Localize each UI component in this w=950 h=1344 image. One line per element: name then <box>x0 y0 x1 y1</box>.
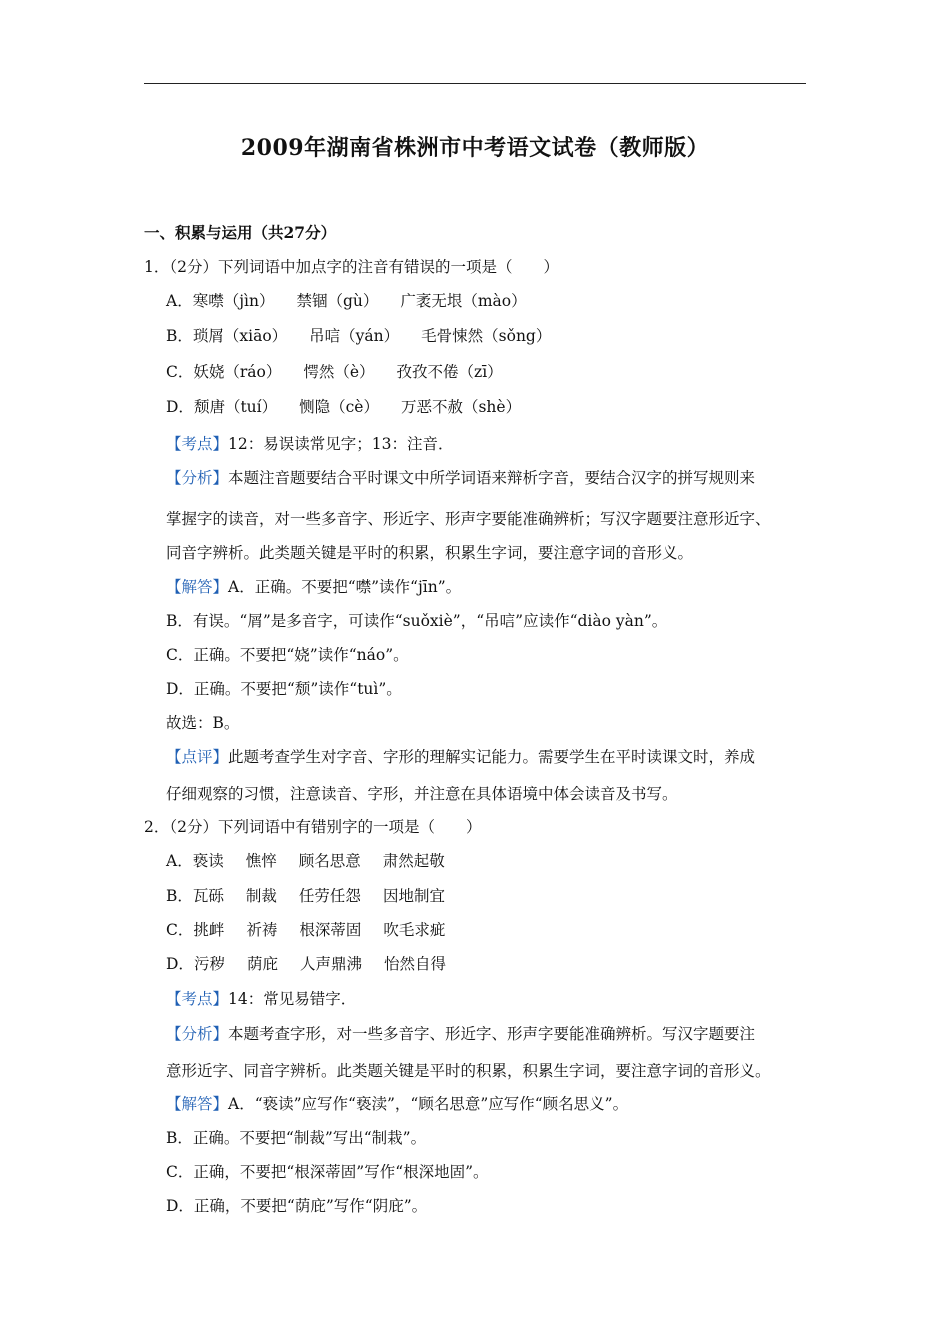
option-word: 根深蒂固 <box>299 921 362 939</box>
q1-fenxi-cont: 同音字辨析。此类题关键是平时的积累，积累生字词，要注意字词的音形义。 <box>166 544 694 562</box>
q1-stem: 1．（2分）下列词语中加点字的注音有错误的一项是（ ） <box>144 258 559 276</box>
dianping-text: 此题考查学生对字音、字形的理解实记能力。需要学生在平时读课文时，养成 <box>228 748 756 766</box>
q2-option-c <box>166 919 475 941</box>
option-word: 颓唐（tuí） <box>193 398 278 416</box>
option-label: C． <box>166 921 194 939</box>
kaodian-tag: 【考点】 <box>166 990 229 1008</box>
dianping-tag: 【点评】 <box>166 748 229 766</box>
section-heading: 一、积累与运用（共27分） <box>144 223 337 242</box>
q2-fenxi-cont: 意形近字、同音字辨析。此类题关键是平时的积累，积累生字词，要注意字词的音形义。 <box>166 1062 771 1080</box>
q1-kaodian <box>166 433 453 455</box>
option-word: 禁锢（gù） <box>296 292 379 310</box>
option-label: B． <box>166 327 193 345</box>
option-word: 肃然起敬 <box>382 852 445 870</box>
jieda-text: A．“亵读”应写作“亵渎”，“顾名思意”应写作“顾名思义”。 <box>228 1095 629 1113</box>
option-label: A． <box>166 292 193 310</box>
q2-jieda-d: D．正确，不要把“荫庇”写作“阴庇”。 <box>166 1197 428 1215</box>
q2-option-a <box>166 850 475 872</box>
option-word: 挑衅 <box>193 921 225 939</box>
option-word: 顾名思意 <box>298 852 361 870</box>
q2-stem: 2．（2分）下列词语中有错别字的一项是（ ） <box>144 818 482 836</box>
q1-fenxi-cont: 掌握字的读音，对一些多音字、形近字、形声字要能准确辨析；写汉字题要注意形近字、 <box>166 510 771 528</box>
option-word: 人声鼎沸 <box>299 955 362 973</box>
q1-jieda-b: B．有误。“屑”是多音字，可读作“suǒxiè”，“吊唁”应读作“diào yàn”。 <box>166 612 668 630</box>
option-word: 任劳任怨 <box>298 887 361 905</box>
option-word: 荫庇 <box>246 955 278 973</box>
option-word: 怡然自得 <box>383 955 446 973</box>
q2-option-d <box>166 953 476 975</box>
q1-fenxi <box>166 467 755 489</box>
option-word: 亵读 <box>192 852 224 870</box>
option-label: B． <box>166 887 193 905</box>
option-word: 吊唁（yán） <box>309 327 400 345</box>
jieda-tag: 【解答】 <box>166 578 229 596</box>
fenxi-tag: 【分析】 <box>166 469 229 487</box>
q1-dianping-cont: 仔细观察的习惯，注意读音、字形，并注意在具体语境中体会读音及书写。 <box>166 785 678 803</box>
page-title: 2009年湖南省株洲市中考语文试卷（教师版） <box>240 135 710 161</box>
jieda-text: A．正确。不要把“噤”读作“jīn”。 <box>228 578 462 596</box>
fenxi-tag: 【分析】 <box>166 1025 229 1043</box>
kaodian-tag: 【考点】 <box>166 435 229 453</box>
option-word: 寒噤（jìn） <box>192 292 275 310</box>
q1-jieda-c: C．正确。不要把“娆”读作“náo”。 <box>166 646 409 664</box>
option-word: 憔悴 <box>245 852 277 870</box>
top-rule <box>144 83 806 84</box>
q2-jieda-b: B．正确。不要把“制裁”写出“制栽”。 <box>166 1129 427 1147</box>
q2-jieda <box>166 1093 628 1115</box>
kaodian-text: 14：常见易错字． <box>228 990 357 1008</box>
option-word: 污秽 <box>193 955 225 973</box>
q2-fenxi <box>166 1023 755 1045</box>
q1-dianping <box>166 746 755 768</box>
option-word: 万恶不赦（shè） <box>400 398 522 416</box>
option-word: 毛骨悚然（sǒng） <box>421 327 552 345</box>
option-word: 妖娆（ráo） <box>193 363 282 381</box>
option-word: 广袤无垠（mào） <box>400 292 527 310</box>
option-word: 琐屑（xiāo） <box>192 327 288 345</box>
option-label: D． <box>166 955 194 973</box>
q1-jieda <box>166 576 461 598</box>
q1-jieda-d: D．正确。不要把“颓”读作“tuì”。 <box>166 680 402 698</box>
option-word: 瓦砾 <box>192 887 224 905</box>
option-word: 祈祷 <box>246 921 278 939</box>
option-label: C． <box>166 363 194 381</box>
q1-option-b <box>166 325 581 347</box>
jieda-tag: 【解答】 <box>166 1095 229 1113</box>
fenxi-text: 本题注音题要结合平时课文中所学词语来辩析字音，要结合汉字的拼写规则来 <box>228 469 756 487</box>
q1-option-c <box>166 361 533 383</box>
q1-answer: 故选：B。 <box>166 714 240 732</box>
q2-jieda-c: C．正确，不要把“根深蒂固”写作“根深地固”。 <box>166 1163 489 1181</box>
fenxi-text: 本题考查字形，对一些多音字、形近字、形声字要能准确辨析。写汉字题要注 <box>228 1025 756 1043</box>
option-word: 因地制宜 <box>382 887 445 905</box>
option-word: 孜孜不倦（zī） <box>396 363 503 381</box>
kaodian-text: 12：易误读常见字；13：注音． <box>228 435 454 453</box>
option-word: 吹毛求疵 <box>383 921 446 939</box>
option-word: 愕然（è） <box>303 363 375 381</box>
option-word: 恻隐（cè） <box>299 398 379 416</box>
q2-option-b <box>166 885 475 907</box>
q1-option-d <box>166 396 551 418</box>
q2-kaodian <box>166 988 356 1010</box>
option-word: 制裁 <box>245 887 277 905</box>
option-label: A． <box>166 852 193 870</box>
q1-option-a <box>166 290 557 312</box>
option-label: D． <box>166 398 194 416</box>
